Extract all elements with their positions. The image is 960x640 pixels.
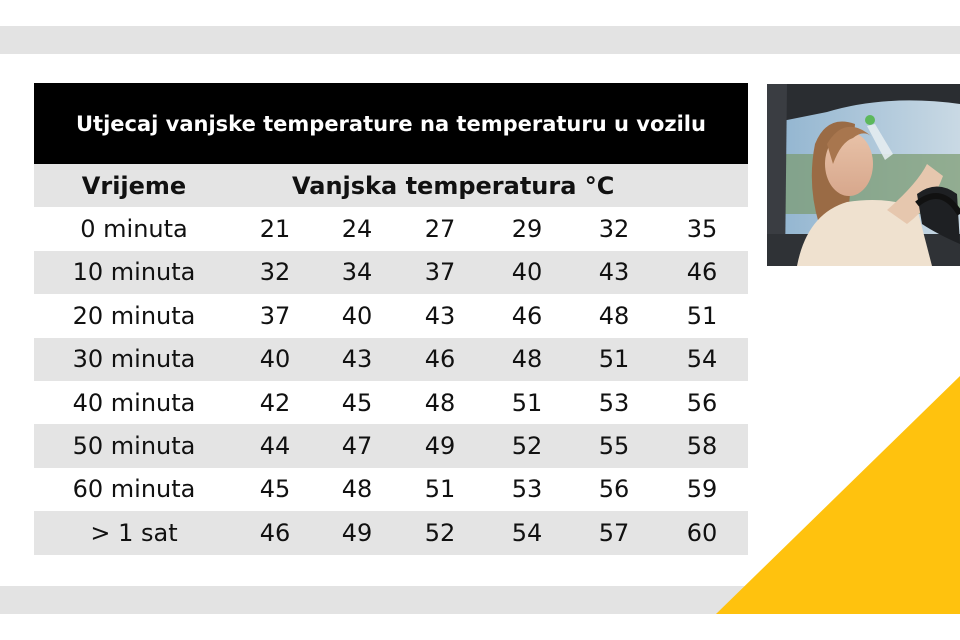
- temperature-cell: 48: [424, 388, 456, 417]
- temperature-cell: 51: [424, 475, 456, 504]
- temperature-cell: 48: [482, 338, 572, 381]
- time-cell: 50 minuta: [34, 424, 234, 467]
- table-body: [34, 207, 748, 554]
- table-row: [34, 468, 748, 511]
- temperature-cell: 54: [482, 511, 572, 554]
- temperature-cell: 42: [259, 388, 291, 417]
- temperature-cell: 47: [316, 424, 398, 467]
- temperature-cell: 56: [686, 388, 718, 417]
- table-row: [34, 338, 748, 381]
- time-cell: 20 minuta: [72, 301, 196, 330]
- temperature-cell: 51: [511, 388, 543, 417]
- temperature-cell: 29: [511, 215, 543, 244]
- temperature-cell: 27: [424, 215, 456, 244]
- time-cell: 30 minuta: [34, 338, 234, 381]
- temperature-cell: 40: [482, 251, 572, 294]
- temperature-cell: 37: [259, 301, 291, 330]
- temperature-cell: 43: [572, 251, 656, 294]
- temperature-cell: 51: [686, 301, 718, 330]
- temperature-cell: 56: [598, 475, 630, 504]
- woman-in-hot-car-photo: [767, 84, 960, 266]
- temperature-cell: 53: [511, 475, 543, 504]
- temperature-cell: 34: [316, 251, 398, 294]
- temperature-cell: 48: [598, 301, 630, 330]
- temperature-cell: 44: [234, 424, 316, 467]
- table-row: [34, 251, 748, 294]
- temperature-cell: 45: [259, 475, 291, 504]
- temperature-cell: 58: [656, 424, 748, 467]
- temperature-cell: 46: [398, 338, 482, 381]
- temperature-cell: 54: [656, 338, 748, 381]
- temperature-cell: 57: [572, 511, 656, 554]
- temperature-cell: 53: [598, 388, 630, 417]
- temperature-cell: 37: [398, 251, 482, 294]
- temperature-cell: 49: [316, 511, 398, 554]
- temperature-cell: 45: [341, 388, 373, 417]
- time-cell: > 1 sat: [34, 511, 234, 554]
- header-outside-temperature: Vanjska temperatura °C: [234, 164, 748, 207]
- table-row: [34, 207, 748, 250]
- temperature-cell: 49: [398, 424, 482, 467]
- temperature-cell: 24: [341, 215, 373, 244]
- header-time: Vrijeme: [34, 164, 234, 207]
- temperature-cell: 43: [424, 301, 456, 330]
- table-row: [34, 294, 748, 337]
- temperature-cell: 46: [511, 301, 543, 330]
- temperature-cell: 32: [598, 215, 630, 244]
- temperature-cell: 40: [341, 301, 373, 330]
- temperature-cell: 51: [572, 338, 656, 381]
- temperature-cell: 21: [259, 215, 291, 244]
- temperature-cell: 35: [686, 215, 718, 244]
- time-cell: 40 minuta: [72, 388, 196, 417]
- temperature-cell: 32: [234, 251, 316, 294]
- table-header-row: [34, 164, 748, 207]
- temperature-cell: 60: [656, 511, 748, 554]
- temperature-cell: 55: [572, 424, 656, 467]
- time-cell: 60 minuta: [72, 475, 196, 504]
- table-row: [34, 511, 748, 554]
- temperature-cell: 52: [482, 424, 572, 467]
- temperature-cell: 46: [656, 251, 748, 294]
- temperature-table: [34, 164, 748, 555]
- temperature-table-card: [34, 83, 748, 555]
- temperature-cell: 40: [234, 338, 316, 381]
- time-cell: 0 minuta: [80, 215, 188, 244]
- temperature-cell: 48: [341, 475, 373, 504]
- temperature-cell: 52: [398, 511, 482, 554]
- temperature-cell: 59: [686, 475, 718, 504]
- temperature-cell: 43: [316, 338, 398, 381]
- table-row: [34, 381, 748, 424]
- temperature-cell: 46: [234, 511, 316, 554]
- time-cell: 10 minuta: [34, 251, 234, 294]
- table-row: [34, 424, 748, 467]
- table-title: Utjecaj vanjske temperature na temperaturu u vozilu: [34, 83, 748, 164]
